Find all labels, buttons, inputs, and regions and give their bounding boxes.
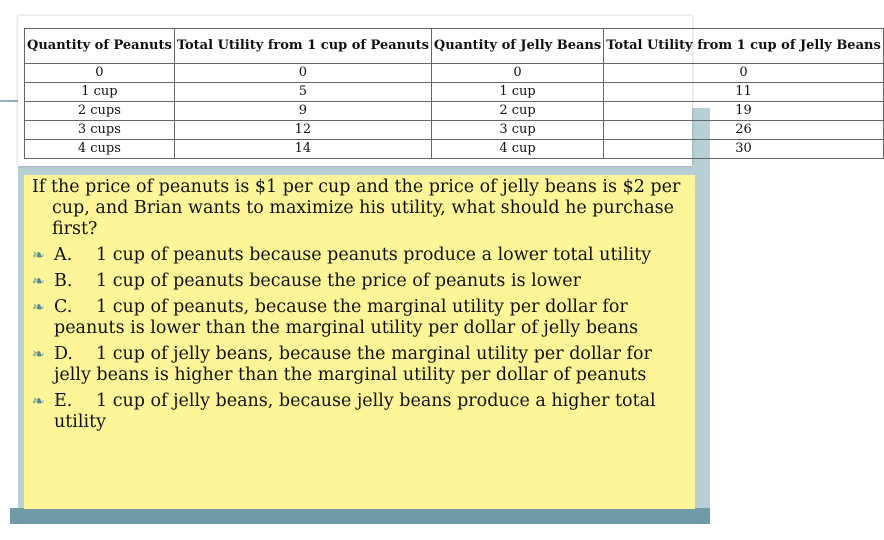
- answer-options: [32, 245, 689, 433]
- bottom-accent-band: [10, 508, 710, 524]
- table-cell: 12: [174, 121, 431, 140]
- table-cell: 9: [174, 102, 431, 121]
- table-cell: 4 cup: [431, 140, 603, 159]
- option-c[interactable]: [32, 297, 689, 339]
- option-text: 1 cup of jelly beans, because the marginal utility per dollar for jelly beans is higher than the marginal utility per dollar of peanuts: [54, 344, 652, 385]
- table-cell: 0: [25, 64, 175, 83]
- option-e[interactable]: [32, 391, 689, 433]
- table-cell: 3 cup: [431, 121, 603, 140]
- table-cell: 3 cups: [25, 121, 175, 140]
- utility-table-frame: [18, 16, 881, 166]
- option-text: 1 cup of jelly beans, because jelly beans produce a higher total utility: [54, 391, 656, 432]
- bullet-icon: ❧: [32, 298, 45, 316]
- question-text: If the price of peanuts is $1 per cup and the price of jelly beans is $2 per cup, and Brian wants to maximize his utility, what should he purchase first?: [32, 177, 681, 239]
- table-cell: 14: [174, 140, 431, 159]
- option-text: 1 cup of peanuts, because the marginal utility per dollar for peanuts is lower than the marginal utility per dollar of jelly beans: [54, 297, 639, 338]
- option-b[interactable]: [32, 271, 689, 292]
- table-row: [25, 83, 884, 102]
- table-row: [25, 102, 884, 121]
- table-cell: 0: [431, 64, 603, 83]
- option-letter: A.: [54, 245, 73, 265]
- table-cell: 2 cup: [431, 102, 603, 121]
- bullet-icon: ❧: [32, 246, 45, 264]
- table-cell: 2 cups: [25, 102, 175, 121]
- option-d[interactable]: [32, 344, 689, 386]
- table-cell: 11: [604, 83, 884, 102]
- option-text: 1 cup of peanuts because peanuts produce a lower total utility: [96, 245, 652, 265]
- table-row: [25, 140, 884, 159]
- option-letter: D.: [54, 344, 73, 364]
- bullet-icon: ❧: [32, 345, 45, 363]
- header-quantity-jelly-beans: Quantity of Jelly Beans: [431, 29, 603, 64]
- table-cell: 19: [604, 102, 884, 121]
- table-cell: 1 cup: [25, 83, 175, 102]
- header-utility-peanuts: Total Utility from 1 cup of Peanuts: [174, 29, 431, 64]
- table-cell: 1 cup: [431, 83, 603, 102]
- option-letter: C.: [54, 297, 73, 317]
- table-cell: 4 cups: [25, 140, 175, 159]
- table-row: [25, 121, 884, 140]
- table-row: [25, 64, 884, 83]
- question-box: [24, 175, 695, 509]
- utility-table: [24, 28, 884, 159]
- table-cell: 26: [604, 121, 884, 140]
- bullet-icon: ❧: [32, 392, 45, 410]
- option-a[interactable]: [32, 245, 689, 266]
- table-cell: 5: [174, 83, 431, 102]
- option-letter: B.: [54, 271, 73, 291]
- header-utility-jelly-beans: Total Utility from 1 cup of Jelly Beans: [604, 29, 884, 64]
- option-text: 1 cup of peanuts because the price of peanuts is lower: [96, 271, 581, 291]
- table-header-row: [25, 29, 884, 64]
- table-cell: 30: [604, 140, 884, 159]
- header-quantity-peanuts: Quantity of Peanuts: [25, 29, 175, 64]
- table-cell: 0: [174, 64, 431, 83]
- table-cell: 0: [604, 64, 884, 83]
- option-letter: E.: [54, 391, 73, 411]
- bullet-icon: ❧: [32, 272, 45, 290]
